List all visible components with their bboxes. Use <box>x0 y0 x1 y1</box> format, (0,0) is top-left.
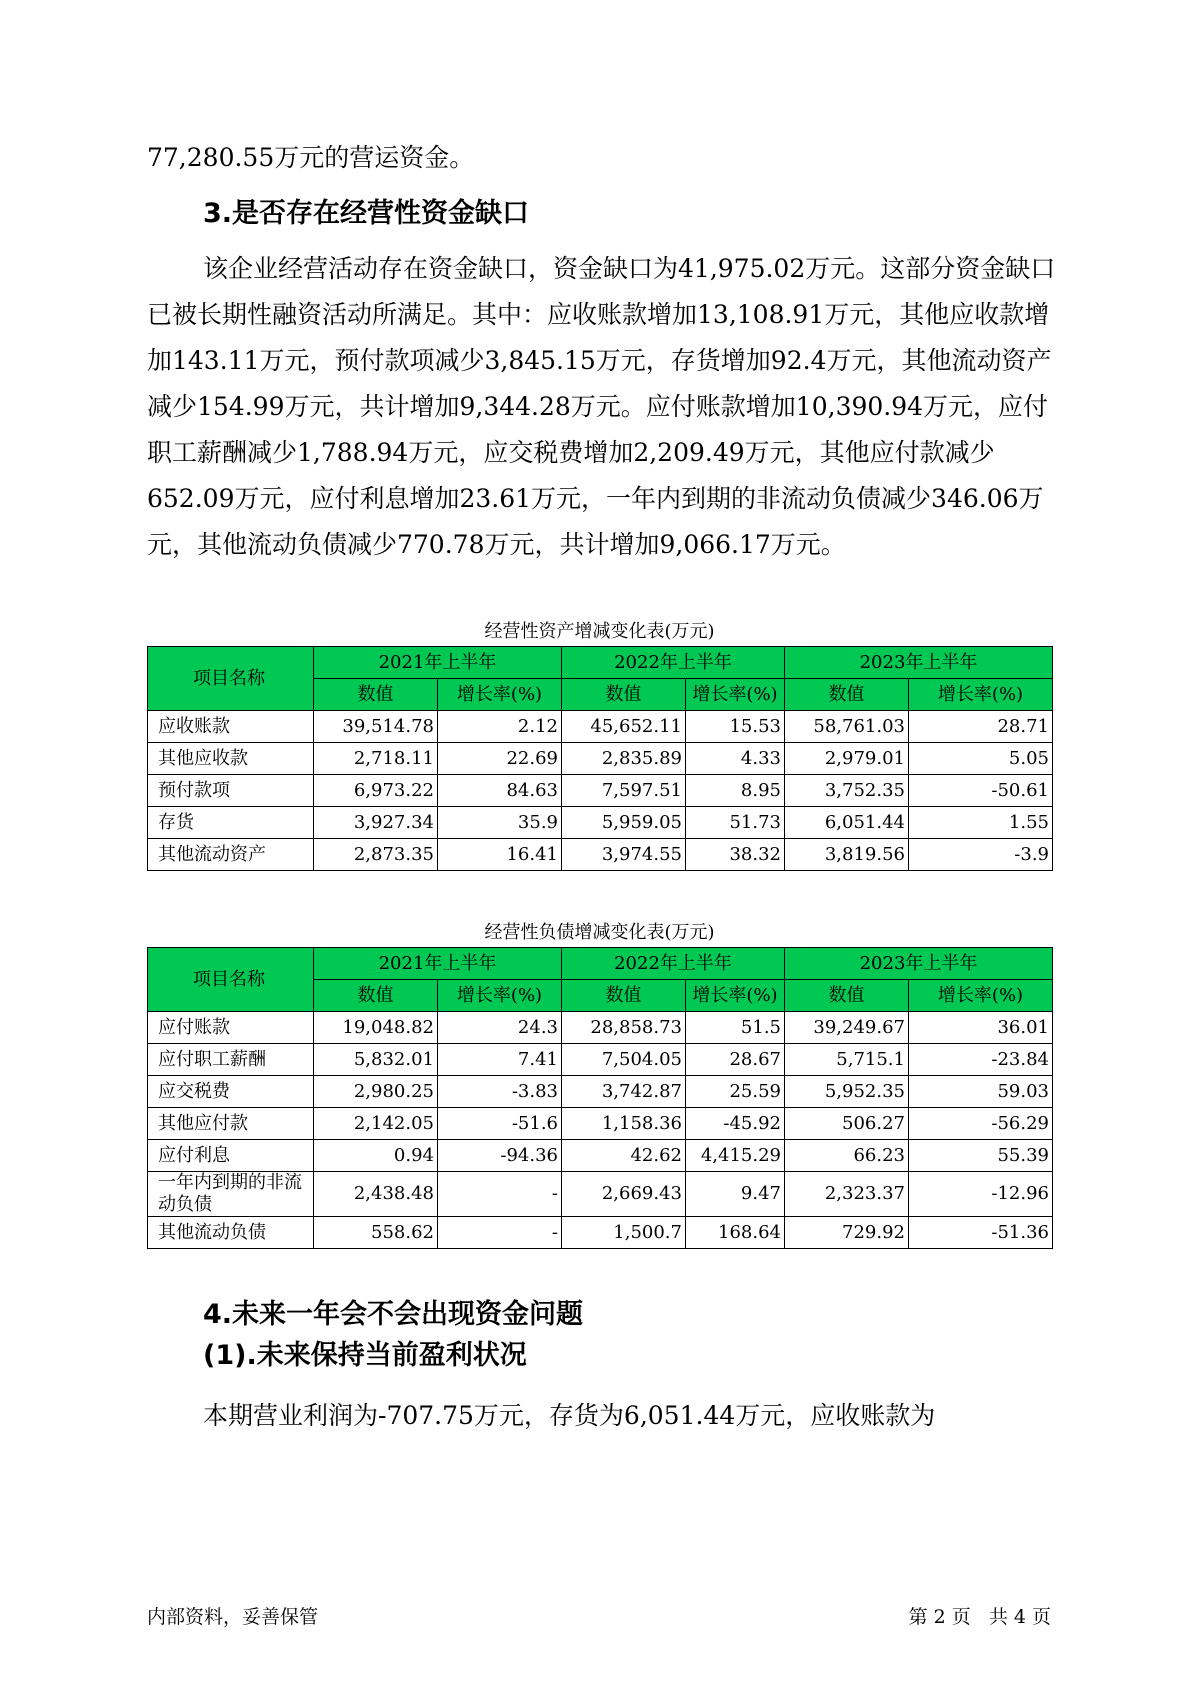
cell-value: 3,927.34 <box>314 807 438 839</box>
table-row <box>148 1217 1053 1249</box>
intro-line: 77,280.55万元的营运资金。 <box>147 143 475 172</box>
cell-value: 1,500.7 <box>562 1217 686 1249</box>
cell-growth-rate: 8.95 <box>686 775 785 807</box>
column-header-growth-rate: 增长率(%) <box>686 980 785 1012</box>
row-item-name: 预付款项 <box>148 775 314 807</box>
cell-value: 5,832.01 <box>314 1044 438 1076</box>
assets-table-caption: 经营性资产增减变化表(万元) <box>484 621 715 642</box>
cell-growth-rate: -3.83 <box>438 1076 562 1108</box>
row-item-name: 存货 <box>148 807 314 839</box>
cell-growth-rate: 59.03 <box>909 1076 1053 1108</box>
column-header-value: 数值 <box>562 679 686 711</box>
cell-value: 2,323.37 <box>785 1172 909 1217</box>
cell-value: 3,974.55 <box>562 839 686 871</box>
cell-value: 558.62 <box>314 1217 438 1249</box>
cell-growth-rate: -50.61 <box>909 775 1053 807</box>
table-row <box>148 711 1053 743</box>
assets-change-table <box>147 646 1053 871</box>
column-header-growth-rate: 增长率(%) <box>438 980 562 1012</box>
column-header-growth-rate: 增长率(%) <box>686 679 785 711</box>
cell-growth-rate: 15.53 <box>686 711 785 743</box>
cell-value: 5,952.35 <box>785 1076 909 1108</box>
row-item-name: 应付账款 <box>148 1012 314 1044</box>
footer-page-number: 第 2 页 共 4 页 <box>908 1606 1051 1628</box>
cell-value: 28,858.73 <box>562 1012 686 1044</box>
cell-growth-rate: -3.9 <box>909 839 1053 871</box>
column-header-growth-rate: 增长率(%) <box>909 980 1053 1012</box>
cell-value: 506.27 <box>785 1108 909 1140</box>
column-header-year: 2023年上半年 <box>785 948 1053 980</box>
cell-value: 39,514.78 <box>314 711 438 743</box>
cell-growth-rate: -94.36 <box>438 1140 562 1172</box>
cell-growth-rate: 38.32 <box>686 839 785 871</box>
cell-value: 3,819.56 <box>785 839 909 871</box>
liabilities-table-caption: 经营性负债增减变化表(万元) <box>484 922 715 943</box>
cell-growth-rate: 5.05 <box>909 743 1053 775</box>
cell-value: 19,048.82 <box>314 1012 438 1044</box>
cell-growth-rate: 28.71 <box>909 711 1053 743</box>
table-row <box>148 1012 1053 1044</box>
column-header-value: 数值 <box>562 980 686 1012</box>
footer-confidential-note: 内部资料，妥善保管 <box>147 1606 319 1628</box>
row-item-name: 一年内到期的非流动负债 <box>148 1172 314 1217</box>
section-3-heading: 3.是否存在经营性资金缺口 <box>203 198 530 229</box>
column-header-value: 数值 <box>785 980 909 1012</box>
cell-growth-rate: 51.5 <box>686 1012 785 1044</box>
cell-growth-rate: 36.01 <box>909 1012 1053 1044</box>
column-header-item-name: 项目名称 <box>148 948 314 1012</box>
cell-growth-rate: -45.92 <box>686 1108 785 1140</box>
cell-value: 2,979.01 <box>785 743 909 775</box>
table-row <box>148 1076 1053 1108</box>
row-item-name: 其他流动资产 <box>148 839 314 871</box>
cell-growth-rate: - <box>438 1217 562 1249</box>
cell-growth-rate: 84.63 <box>438 775 562 807</box>
cell-value: 2,718.11 <box>314 743 438 775</box>
cell-value: 7,504.05 <box>562 1044 686 1076</box>
cell-growth-rate: 1.55 <box>909 807 1053 839</box>
row-item-name: 应交税费 <box>148 1076 314 1108</box>
column-header-year: 2022年上半年 <box>562 647 785 679</box>
cell-value: 2,873.35 <box>314 839 438 871</box>
cell-growth-rate: 4,415.29 <box>686 1140 785 1172</box>
cell-value: 2,142.05 <box>314 1108 438 1140</box>
cell-value: 66.23 <box>785 1140 909 1172</box>
section-3-paragraph: 该企业经营活动存在资金缺口，资金缺口为41,975.02万元。这部分资金缺口已被长期性融资活动所满足。其中：应收账款增加13,108.91万元，其他应收款增加143.11万元，预付款项减少3,845.15万元，存货增加92.4万元，其他流动资产减少154.99万元，共计增加9,344.28万元。应付账款增加10,390.94万元，应付职工薪酬减少1,788.94万元，应交税费增加2,209.49万元，其他应付款减少652.09万元，应付利息增加23.61万元，一年内到期的非流动负债减少346.06万元，其他流动负债减少770.78万元，共计增加9,066.17万元。 <box>147 254 1056 559</box>
column-header-value: 数值 <box>314 980 438 1012</box>
cell-growth-rate: 51.73 <box>686 807 785 839</box>
table-row <box>148 775 1053 807</box>
column-header-value: 数值 <box>785 679 909 711</box>
cell-value: 3,742.87 <box>562 1076 686 1108</box>
table-row <box>148 1044 1053 1076</box>
table-row <box>148 743 1053 775</box>
cell-growth-rate: 168.64 <box>686 1217 785 1249</box>
cell-value: 39,249.67 <box>785 1012 909 1044</box>
cell-growth-rate: 35.9 <box>438 807 562 839</box>
table-row <box>148 1172 1053 1217</box>
cell-growth-rate: - <box>438 1172 562 1217</box>
row-item-name: 应付利息 <box>148 1140 314 1172</box>
table-row <box>148 839 1053 871</box>
row-item-name: 其他流动负债 <box>148 1217 314 1249</box>
cell-growth-rate: -12.96 <box>909 1172 1053 1217</box>
row-item-name: 其他应付款 <box>148 1108 314 1140</box>
section-4-subheading: (1).未来保持当前盈利状况 <box>203 1340 527 1371</box>
column-header-growth-rate: 增长率(%) <box>909 679 1053 711</box>
cell-value: 58,761.03 <box>785 711 909 743</box>
section-4-paragraph: 本期营业利润为-707.75万元，存货为6,051.44万元，应收账款为 <box>203 1401 936 1430</box>
cell-value: 2,980.25 <box>314 1076 438 1108</box>
cell-value: 5,959.05 <box>562 807 686 839</box>
cell-growth-rate: 4.33 <box>686 743 785 775</box>
cell-growth-rate: -51.36 <box>909 1217 1053 1249</box>
cell-value: 7,597.51 <box>562 775 686 807</box>
column-header-year: 2022年上半年 <box>562 948 785 980</box>
table-row <box>148 807 1053 839</box>
section-4-heading: 4.未来一年会不会出现资金问题 <box>203 1299 584 1330</box>
cell-value: 2,438.48 <box>314 1172 438 1217</box>
cell-growth-rate: 16.41 <box>438 839 562 871</box>
column-header-year: 2021年上半年 <box>314 647 562 679</box>
cell-growth-rate: 55.39 <box>909 1140 1053 1172</box>
cell-value: 5,715.1 <box>785 1044 909 1076</box>
cell-value: 0.94 <box>314 1140 438 1172</box>
table-row <box>148 1108 1053 1140</box>
liabilities-change-table <box>147 947 1053 1249</box>
cell-growth-rate: 22.69 <box>438 743 562 775</box>
row-item-name: 其他应收款 <box>148 743 314 775</box>
cell-growth-rate: 2.12 <box>438 711 562 743</box>
cell-value: 6,051.44 <box>785 807 909 839</box>
cell-value: 729.92 <box>785 1217 909 1249</box>
column-header-growth-rate: 增长率(%) <box>438 679 562 711</box>
cell-growth-rate: 7.41 <box>438 1044 562 1076</box>
table-row <box>148 1140 1053 1172</box>
cell-value: 6,973.22 <box>314 775 438 807</box>
cell-growth-rate: -23.84 <box>909 1044 1053 1076</box>
cell-value: 42.62 <box>562 1140 686 1172</box>
cell-growth-rate: 24.3 <box>438 1012 562 1044</box>
cell-growth-rate: -51.6 <box>438 1108 562 1140</box>
cell-value: 2,835.89 <box>562 743 686 775</box>
cell-value: 2,669.43 <box>562 1172 686 1217</box>
cell-growth-rate: -56.29 <box>909 1108 1053 1140</box>
cell-value: 3,752.35 <box>785 775 909 807</box>
cell-growth-rate: 25.59 <box>686 1076 785 1108</box>
column-header-year: 2021年上半年 <box>314 948 562 980</box>
column-header-year: 2023年上半年 <box>785 647 1053 679</box>
column-header-item-name: 项目名称 <box>148 647 314 711</box>
cell-growth-rate: 9.47 <box>686 1172 785 1217</box>
cell-value: 45,652.11 <box>562 711 686 743</box>
column-header-value: 数值 <box>314 679 438 711</box>
cell-growth-rate: 28.67 <box>686 1044 785 1076</box>
row-item-name: 应付职工薪酬 <box>148 1044 314 1076</box>
row-item-name: 应收账款 <box>148 711 314 743</box>
cell-value: 1,158.36 <box>562 1108 686 1140</box>
